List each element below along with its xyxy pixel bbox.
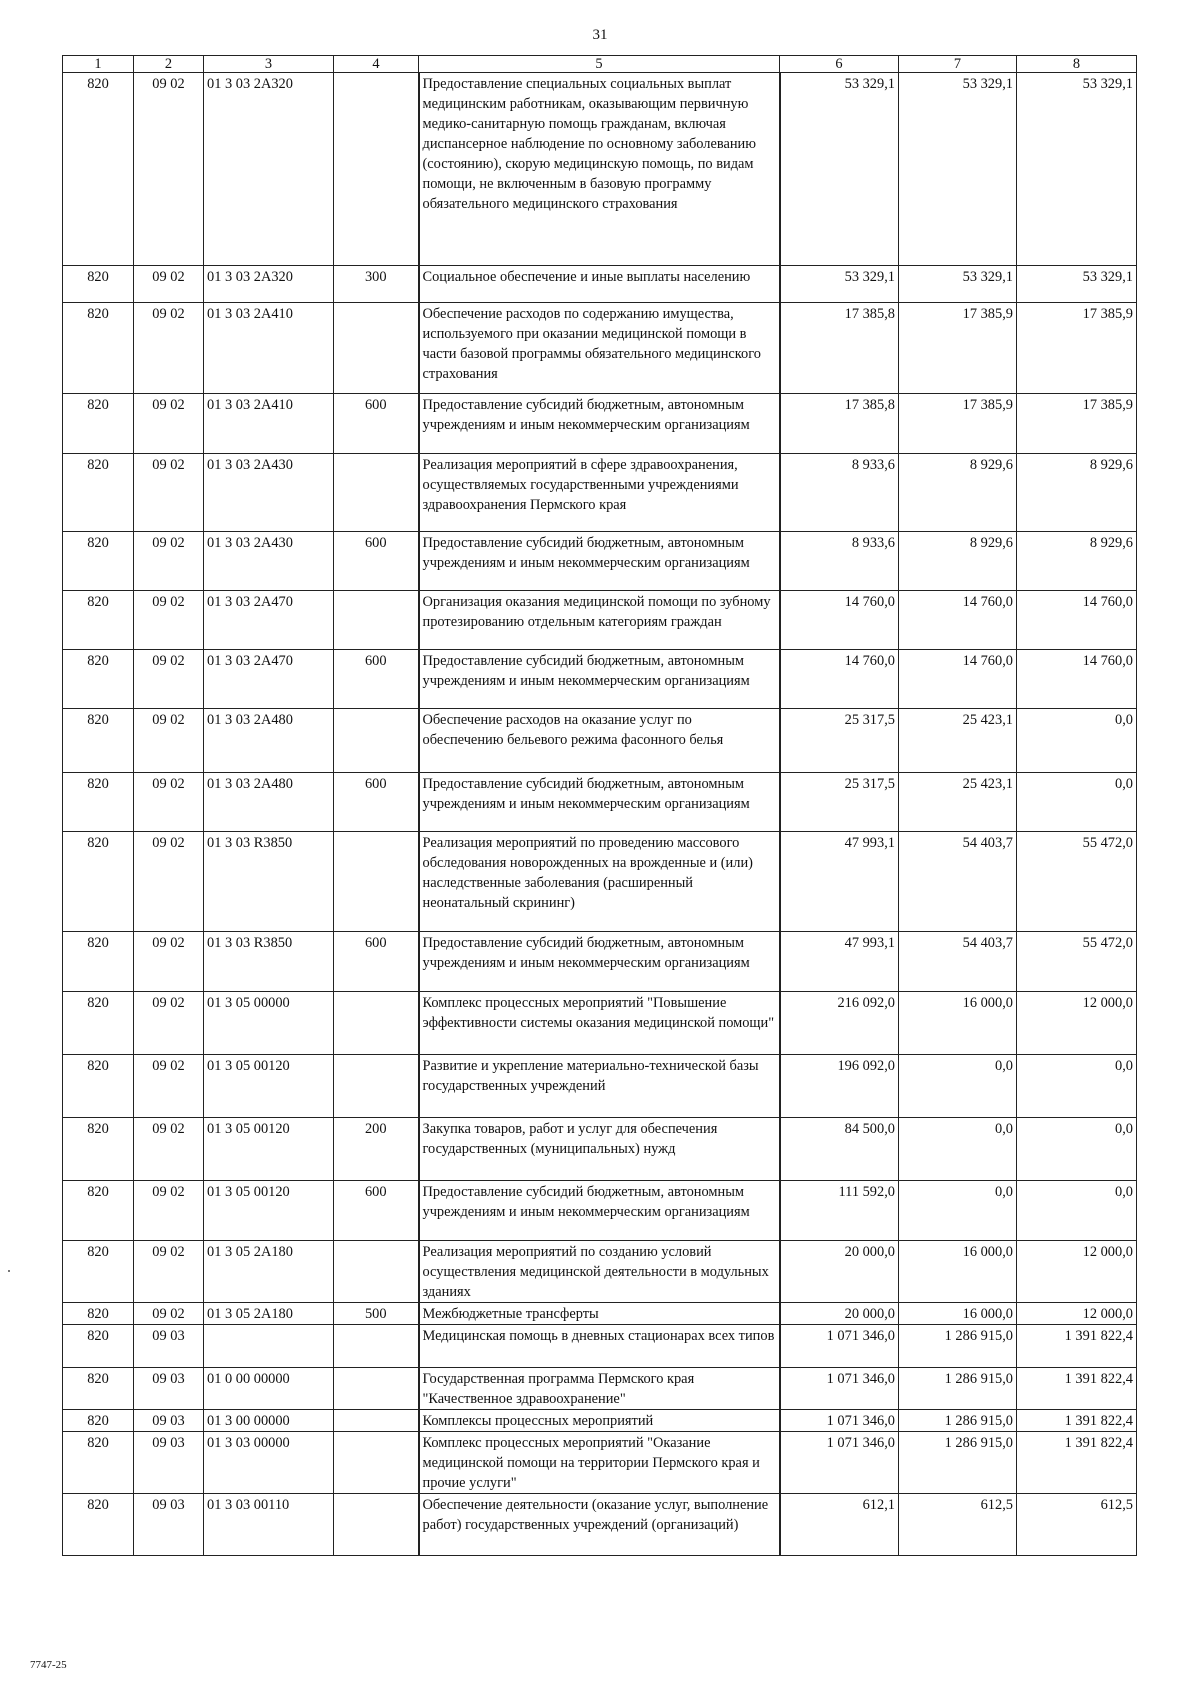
- cell-section: 09 02: [134, 591, 204, 650]
- header-col-5: 5: [419, 56, 780, 73]
- cell-section: 09 02: [134, 303, 204, 394]
- table-row: [63, 1181, 1137, 1241]
- cell-name: Комплексы процессных мероприятий: [419, 1410, 780, 1432]
- table-row: [63, 394, 1137, 454]
- cell-expense-type: 600: [334, 773, 419, 832]
- cell-section: 09 03: [134, 1325, 204, 1368]
- cell-target-code: 01 3 05 00120: [204, 1181, 334, 1241]
- cell-amount-year2: 1 286 915,0: [899, 1368, 1017, 1410]
- cell-amount-year3: 53 329,1: [1017, 266, 1137, 303]
- cell-amount-year2: 0,0: [899, 1118, 1017, 1181]
- cell-amount-year1: 14 760,0: [780, 591, 899, 650]
- table-row: [63, 1303, 1137, 1325]
- table-row: [63, 832, 1137, 932]
- cell-name: Предоставление субсидий бюджетным, автономным учреждениям и иным некоммерческим организациям: [419, 1181, 780, 1241]
- cell-amount-year3: 1 391 822,4: [1017, 1410, 1137, 1432]
- cell-amount-year2: 53 329,1: [899, 73, 1017, 266]
- cell-expense-type: [334, 1368, 419, 1410]
- cell-name: Предоставление субсидий бюджетным, автономным учреждениям и иным некоммерческим организациям: [419, 394, 780, 454]
- cell-name: Обеспечение расходов на оказание услуг по обеспечению бельевого режима фасонного белья: [419, 709, 780, 773]
- cell-target-code: 01 3 05 2A180: [204, 1241, 334, 1303]
- cell-expense-type: [334, 1241, 419, 1303]
- table-row: [63, 303, 1137, 394]
- cell-amount-year2: 16 000,0: [899, 992, 1017, 1055]
- cell-section: 09 02: [134, 992, 204, 1055]
- cell-target-code: 01 3 03 00110: [204, 1494, 334, 1556]
- cell-amount-year2: 14 760,0: [899, 591, 1017, 650]
- cell-section: 09 02: [134, 394, 204, 454]
- cell-section: 09 03: [134, 1432, 204, 1494]
- header-col-6: 6: [780, 56, 899, 73]
- cell-amount-year1: 8 933,6: [780, 532, 899, 591]
- cell-target-code: [204, 1325, 334, 1368]
- cell-amount-year1: 1 071 346,0: [780, 1432, 899, 1494]
- page-number: 31: [592, 27, 608, 43]
- cell-amount-year3: 0,0: [1017, 1181, 1137, 1241]
- cell-amount-year3: 1 391 822,4: [1017, 1368, 1137, 1410]
- cell-admin: 820: [63, 932, 134, 992]
- cell-amount-year2: 1 286 915,0: [899, 1325, 1017, 1368]
- cell-amount-year3: 1 391 822,4: [1017, 1325, 1137, 1368]
- cell-amount-year1: 17 385,8: [780, 303, 899, 394]
- cell-expense-type: [334, 73, 419, 266]
- cell-name: Комплекс процессных мероприятий "Повышение эффективности системы оказания медицинской помощи": [419, 992, 780, 1055]
- cell-target-code: 01 3 00 00000: [204, 1410, 334, 1432]
- cell-expense-type: [334, 832, 419, 932]
- cell-admin: 820: [63, 1410, 134, 1432]
- table-row: [63, 650, 1137, 709]
- cell-section: 09 03: [134, 1494, 204, 1556]
- cell-expense-type: 600: [334, 1181, 419, 1241]
- header-col-1: 1: [63, 56, 134, 73]
- cell-name: Предоставление специальных социальных выплат медицинским работникам, оказывающим первичную медико-санитарную помощь гражданам, включая диспансерное наблюдение по основному заболеванию (состоянию), скорую медицинскую помощь, по видам помощи, не включенным в базовую программу обязательного медицинского страхования: [419, 73, 780, 266]
- cell-target-code: 01 3 05 2A180: [204, 1303, 334, 1325]
- budget-table: [62, 55, 1137, 1556]
- cell-amount-year2: 612,5: [899, 1494, 1017, 1556]
- cell-amount-year2: 16 000,0: [899, 1241, 1017, 1303]
- cell-amount-year2: 25 423,1: [899, 709, 1017, 773]
- cell-name: Организация оказания медицинской помощи по зубному протезированию отдельным категориям граждан: [419, 591, 780, 650]
- cell-admin: 820: [63, 1368, 134, 1410]
- cell-amount-year3: 12 000,0: [1017, 992, 1137, 1055]
- cell-expense-type: [334, 1055, 419, 1118]
- scan-speck: [8, 1270, 10, 1272]
- cell-expense-type: [334, 454, 419, 532]
- cell-expense-type: [334, 992, 419, 1055]
- cell-amount-year3: 0,0: [1017, 709, 1137, 773]
- cell-target-code: 01 0 00 00000: [204, 1368, 334, 1410]
- cell-amount-year3: 0,0: [1017, 1055, 1137, 1118]
- cell-admin: 820: [63, 1181, 134, 1241]
- cell-target-code: 01 3 05 00000: [204, 992, 334, 1055]
- cell-amount-year2: 16 000,0: [899, 1303, 1017, 1325]
- cell-amount-year1: 196 092,0: [780, 1055, 899, 1118]
- cell-amount-year1: 1 071 346,0: [780, 1368, 899, 1410]
- cell-admin: 820: [63, 303, 134, 394]
- cell-amount-year3: 55 472,0: [1017, 832, 1137, 932]
- cell-amount-year3: 17 385,9: [1017, 303, 1137, 394]
- cell-admin: 820: [63, 73, 134, 266]
- table-row: [63, 773, 1137, 832]
- cell-section: 09 02: [134, 650, 204, 709]
- cell-amount-year2: 25 423,1: [899, 773, 1017, 832]
- cell-admin: 820: [63, 1303, 134, 1325]
- cell-amount-year3: 612,5: [1017, 1494, 1137, 1556]
- cell-amount-year3: 17 385,9: [1017, 394, 1137, 454]
- cell-target-code: 01 3 03 2A430: [204, 532, 334, 591]
- cell-name: Предоставление субсидий бюджетным, автономным учреждениям и иным некоммерческим организациям: [419, 650, 780, 709]
- cell-amount-year1: 84 500,0: [780, 1118, 899, 1181]
- cell-name: Предоставление субсидий бюджетным, автономным учреждениям и иным некоммерческим организациям: [419, 532, 780, 591]
- cell-name: Реализация мероприятий по созданию условий осуществления медицинской деятельности в модульных зданиях: [419, 1241, 780, 1303]
- cell-name: Предоставление субсидий бюджетным, автономным учреждениям и иным некоммерческим организациям: [419, 773, 780, 832]
- cell-name: Социальное обеспечение и иные выплаты населению: [419, 266, 780, 303]
- cell-amount-year2: 1 286 915,0: [899, 1410, 1017, 1432]
- cell-name: Обеспечение деятельности (оказание услуг, выполнение работ) государственных учреждений (организаций): [419, 1494, 780, 1556]
- cell-section: 09 02: [134, 266, 204, 303]
- table-row: [63, 1368, 1137, 1410]
- table-row: [63, 73, 1137, 266]
- cell-name: Обеспечение расходов по содержанию имущества, используемого при оказании медицинской помощи в части базовой программы обязательного медицинского страхования: [419, 303, 780, 394]
- cell-amount-year1: 216 092,0: [780, 992, 899, 1055]
- cell-amount-year1: 53 329,1: [780, 266, 899, 303]
- table-row: [63, 1055, 1137, 1118]
- header-col-3: 3: [204, 56, 334, 73]
- cell-section: 09 02: [134, 1181, 204, 1241]
- cell-name: Реализация мероприятий в сфере здравоохранения, осуществляемых государственными учреждениями здравоохранения Пермского края: [419, 454, 780, 532]
- table-row: [63, 992, 1137, 1055]
- cell-expense-type: 600: [334, 932, 419, 992]
- cell-section: 09 02: [134, 73, 204, 266]
- cell-section: 09 03: [134, 1368, 204, 1410]
- cell-expense-type: 600: [334, 394, 419, 454]
- cell-name: Предоставление субсидий бюджетным, автономным учреждениям и иным некоммерческим организациям: [419, 932, 780, 992]
- cell-section: 09 02: [134, 773, 204, 832]
- cell-target-code: 01 3 05 00120: [204, 1055, 334, 1118]
- table-row: [63, 932, 1137, 992]
- cell-amount-year1: 1 071 346,0: [780, 1410, 899, 1432]
- cell-name: Комплекс процессных мероприятий "Оказание медицинской помощи на территории Пермского края и прочие услуги": [419, 1432, 780, 1494]
- cell-target-code: 01 3 03 2A320: [204, 266, 334, 303]
- cell-admin: 820: [63, 1325, 134, 1368]
- cell-amount-year3: 8 929,6: [1017, 454, 1137, 532]
- cell-expense-type: 600: [334, 532, 419, 591]
- cell-section: 09 02: [134, 532, 204, 591]
- cell-amount-year2: 53 329,1: [899, 266, 1017, 303]
- cell-amount-year2: 54 403,7: [899, 832, 1017, 932]
- cell-amount-year2: 17 385,9: [899, 303, 1017, 394]
- cell-amount-year1: 25 317,5: [780, 709, 899, 773]
- cell-target-code: 01 3 03 2A470: [204, 650, 334, 709]
- cell-target-code: 01 3 03 R3850: [204, 832, 334, 932]
- table-row: [63, 1410, 1137, 1432]
- table-row: [63, 454, 1137, 532]
- cell-expense-type: [334, 709, 419, 773]
- cell-amount-year1: 8 933,6: [780, 454, 899, 532]
- cell-amount-year2: 1 286 915,0: [899, 1432, 1017, 1494]
- cell-section: 09 02: [134, 1303, 204, 1325]
- cell-amount-year1: 20 000,0: [780, 1241, 899, 1303]
- cell-admin: 820: [63, 454, 134, 532]
- cell-expense-type: [334, 1325, 419, 1368]
- cell-expense-type: [334, 1410, 419, 1432]
- cell-expense-type: 600: [334, 650, 419, 709]
- table-row: [63, 1118, 1137, 1181]
- cell-amount-year1: 53 329,1: [780, 73, 899, 266]
- table-row: [63, 1241, 1137, 1303]
- cell-admin: 820: [63, 266, 134, 303]
- cell-amount-year3: 8 929,6: [1017, 532, 1137, 591]
- cell-expense-type: [334, 1494, 419, 1556]
- document-code: 7747-25: [30, 1659, 67, 1671]
- cell-expense-type: 500: [334, 1303, 419, 1325]
- cell-expense-type: [334, 303, 419, 394]
- cell-admin: 820: [63, 532, 134, 591]
- cell-name: Реализация мероприятий по проведению массового обследования новорожденных на врожденные и (или) наследственные заболевания (расширенный неонатальный скрининг): [419, 832, 780, 932]
- cell-amount-year1: 20 000,0: [780, 1303, 899, 1325]
- cell-amount-year3: 14 760,0: [1017, 591, 1137, 650]
- cell-name: Развитие и укрепление материально-технической базы государственных учреждений: [419, 1055, 780, 1118]
- cell-section: 09 02: [134, 1241, 204, 1303]
- cell-section: 09 03: [134, 1410, 204, 1432]
- cell-amount-year2: 17 385,9: [899, 394, 1017, 454]
- cell-admin: 820: [63, 992, 134, 1055]
- cell-target-code: 01 3 03 00000: [204, 1432, 334, 1494]
- table-row: [63, 709, 1137, 773]
- cell-target-code: 01 3 03 2A480: [204, 773, 334, 832]
- table-header-row: [63, 56, 1137, 73]
- cell-target-code: 01 3 03 2A480: [204, 709, 334, 773]
- cell-admin: 820: [63, 1241, 134, 1303]
- header-col-8: 8: [1017, 56, 1137, 73]
- cell-target-code: 01 3 03 R3850: [204, 932, 334, 992]
- cell-section: 09 02: [134, 832, 204, 932]
- cell-amount-year2: 54 403,7: [899, 932, 1017, 992]
- cell-amount-year2: 0,0: [899, 1181, 1017, 1241]
- cell-amount-year1: 111 592,0: [780, 1181, 899, 1241]
- cell-amount-year2: 0,0: [899, 1055, 1017, 1118]
- cell-section: 09 02: [134, 454, 204, 532]
- header-col-4: 4: [334, 56, 419, 73]
- cell-target-code: 01 3 05 00120: [204, 1118, 334, 1181]
- cell-target-code: 01 3 03 2A410: [204, 394, 334, 454]
- cell-section: 09 02: [134, 1055, 204, 1118]
- cell-admin: 820: [63, 1118, 134, 1181]
- cell-amount-year2: 8 929,6: [899, 454, 1017, 532]
- cell-amount-year2: 14 760,0: [899, 650, 1017, 709]
- table-body: [63, 73, 1137, 1556]
- table-row: [63, 1494, 1137, 1556]
- cell-amount-year1: 14 760,0: [780, 650, 899, 709]
- cell-amount-year1: 1 071 346,0: [780, 1325, 899, 1368]
- cell-amount-year3: 0,0: [1017, 773, 1137, 832]
- cell-section: 09 02: [134, 709, 204, 773]
- cell-name: Медицинская помощь в дневных стационарах всех типов: [419, 1325, 780, 1368]
- cell-admin: 820: [63, 1055, 134, 1118]
- cell-amount-year1: 612,1: [780, 1494, 899, 1556]
- cell-section: 09 02: [134, 1118, 204, 1181]
- cell-name: Государственная программа Пермского края "Качественное здравоохранение": [419, 1368, 780, 1410]
- cell-amount-year1: 47 993,1: [780, 832, 899, 932]
- cell-amount-year1: 25 317,5: [780, 773, 899, 832]
- cell-amount-year3: 55 472,0: [1017, 932, 1137, 992]
- cell-expense-type: 200: [334, 1118, 419, 1181]
- table-row: [63, 1325, 1137, 1368]
- table-row: [63, 266, 1137, 303]
- cell-admin: 820: [63, 650, 134, 709]
- cell-amount-year3: 12 000,0: [1017, 1241, 1137, 1303]
- header-col-2: 2: [134, 56, 204, 73]
- cell-admin: 820: [63, 591, 134, 650]
- cell-target-code: 01 3 03 2A430: [204, 454, 334, 532]
- cell-amount-year1: 17 385,8: [780, 394, 899, 454]
- cell-amount-year3: 0,0: [1017, 1118, 1137, 1181]
- cell-expense-type: 300: [334, 266, 419, 303]
- cell-amount-year3: 53 329,1: [1017, 73, 1137, 266]
- cell-amount-year3: 12 000,0: [1017, 1303, 1137, 1325]
- cell-amount-year1: 47 993,1: [780, 932, 899, 992]
- cell-target-code: 01 3 03 2A470: [204, 591, 334, 650]
- cell-name: Межбюджетные трансферты: [419, 1303, 780, 1325]
- cell-admin: 820: [63, 773, 134, 832]
- cell-target-code: 01 3 03 2A410: [204, 303, 334, 394]
- cell-admin: 820: [63, 394, 134, 454]
- header-col-7: 7: [899, 56, 1017, 73]
- table-row: [63, 591, 1137, 650]
- cell-admin: 820: [63, 1494, 134, 1556]
- cell-amount-year3: 14 760,0: [1017, 650, 1137, 709]
- cell-admin: 820: [63, 832, 134, 932]
- cell-expense-type: [334, 591, 419, 650]
- table-row: [63, 532, 1137, 591]
- table-row: [63, 1432, 1137, 1494]
- cell-admin: 820: [63, 1432, 134, 1494]
- cell-expense-type: [334, 1432, 419, 1494]
- cell-target-code: 01 3 03 2A320: [204, 73, 334, 266]
- cell-admin: 820: [63, 709, 134, 773]
- cell-amount-year2: 8 929,6: [899, 532, 1017, 591]
- cell-name: Закупка товаров, работ и услуг для обеспечения государственных (муниципальных) нужд: [419, 1118, 780, 1181]
- cell-section: 09 02: [134, 932, 204, 992]
- cell-amount-year3: 1 391 822,4: [1017, 1432, 1137, 1494]
